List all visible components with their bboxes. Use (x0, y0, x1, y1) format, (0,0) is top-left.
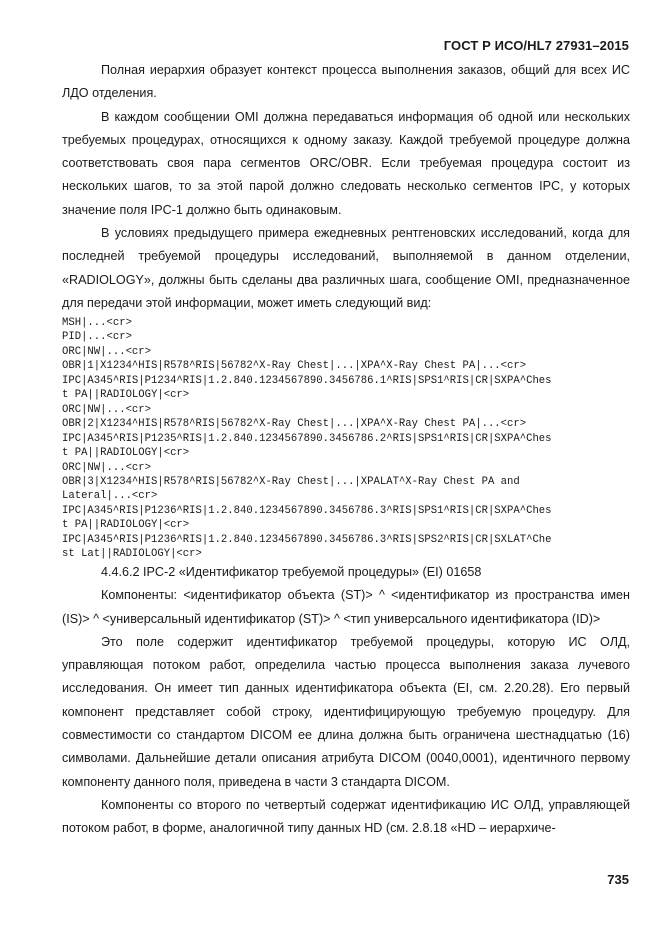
code-line: PID|...<cr> (62, 331, 132, 344)
code-line: t PA||RADIOLOGY|<cr> (62, 519, 190, 532)
code-line: IPC|A345^RIS|P1234^RIS|1.2.840.1234567890.3456786.1^RIS|SPS1^RIS|CR|SXPA^Ches (62, 374, 552, 387)
code-line: IPC|A345^RIS|P1236^RIS|1.2.840.1234567890.3456786.3^RIS|SPS1^RIS|CR|SXPA^Ches (62, 504, 552, 517)
code-line: ORC|NW|...<cr> (62, 403, 152, 416)
code-line: t PA||RADIOLOGY|<cr> (62, 389, 190, 402)
text-block-top (62, 59, 630, 315)
paragraph: В условиях предыдущего примера ежедневных рентгеновских исследований, когда для последней требуемой процедуры исследований, выполняемой в данном отделении, «RADIOLOGY», должны быть сделаны два различных шага, сообщение OMI, предназначенное для передачи этой информации, может иметь следующий вид: (62, 226, 630, 310)
code-line: OBR|2|X1234^HIS|R578^RIS|56782^X-Ray Chest|...|XPA^X-Ray Chest PA|...<cr> (62, 418, 527, 431)
code-line: ORC|NW|...<cr> (62, 345, 152, 358)
code-line: st Lat||RADIOLOGY|<cr> (62, 548, 202, 561)
code-line: t PA||RADIOLOGY|<cr> (62, 447, 190, 460)
code-line: IPC|A345^RIS|P1235^RIS|1.2.840.1234567890.3456786.2^RIS|SPS1^RIS|CR|SXPA^Ches (62, 432, 552, 445)
paragraph: Полная иерархия образует контекст процесса выполнения заказов, общий для всех ИС ЛДО отделения. (62, 63, 630, 101)
code-line: Lateral|...<cr> (62, 490, 158, 503)
paragraph: В каждом сообщении OMI должна передаваться информация об одной или нескольких требуемых процедурах, относящихся к одному заказу. Каждой требуемой процедуре должна соответствовать своя пара сегментов ORC/OBR. Если требуемая процедура состоит из нескольких шагов, то за этой парой должно следовать несколько сегментов IPC, у которых значение поля IPC-1 должно быть одинаковым. (62, 109, 630, 217)
hl7-message-example (62, 316, 634, 562)
paragraph: Компоненты со второго по четвертый содержат идентификацию ИС ОЛД, управляющей потоком работ, в форме, аналогичной типу данных HD (см. 2.8.18 «HD – иерархиче- (62, 797, 630, 836)
paragraph: Это поле содержит идентификатор требуемой процедуры, которую ИС ОЛД, управляющая потоком работ, определила частью процесса выполнения заказа лучевого исследования. Он имеет тип данных идентификатора объекта (EI, см. 2.20.28). Его первый компонент представляет собой строку, идентифицирующую требуемую процедуру. Для совместимости со стандартом DICOM ее длина должна быть ограничена шестнадцатью (16) символами. Дальнейшие детали описания атрибута DICOM (0040,0001), идентичного первому компоненту данного поля, приведена в части 3 стандарта DICOM. (62, 634, 630, 789)
paragraph: Компоненты: <идентификатор объекта (ST)> ^ <идентификатор из пространства имен (IS)> ^ <универсальный идентификатор (ST)> ^ <тип универсального идентификатора (ID)> (62, 588, 630, 626)
text-block-bottom (62, 561, 630, 841)
code-line: MSH|...<cr> (62, 317, 132, 329)
code-line: OBR|3|X1234^HIS|R578^RIS|56782^X-Ray Chest|...|XPALAT^X-Ray Chest PA and (62, 475, 520, 488)
code-line: OBR|1|X1234^HIS|R578^RIS|56782^X-Ray Chest|...|XPA^X-Ray Chest PA|...<cr> (62, 360, 527, 373)
code-line: ORC|NW|...<cr> (62, 461, 152, 474)
code-line: IPC|A345^RIS|P1236^RIS|1.2.840.1234567890.3456786.3^RIS|SPS2^RIS|CR|SXLAT^Che (62, 533, 552, 546)
page-number: 735 (607, 872, 629, 887)
section-heading: 4.4.6.2 IPC-2 «Идентификатор требуемой процедуры» (EI) 01658 (101, 565, 482, 579)
standard-code-header: ГОСТ Р ИСО/HL7 27931–2015 (443, 38, 629, 53)
